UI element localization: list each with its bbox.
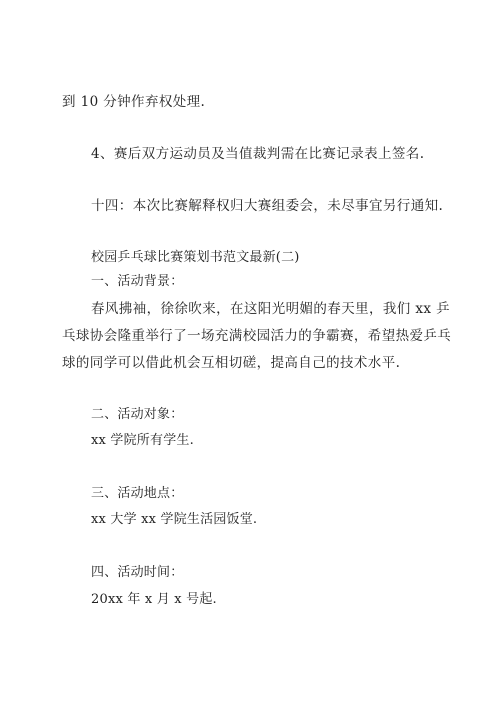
location-title: 三、活动地点： <box>91 486 184 501</box>
section-heading: 校园乒乓球比赛策划书范文最新(二) <box>91 250 300 265</box>
paragraph-forfeit-rule: 到 10 分钟作弃权处理. <box>62 94 206 110</box>
paragraph-signing-rule: 4、赛后双方运动员及当值裁判需在比赛记录表上签名. <box>91 146 425 162</box>
background-text-line-1: 春风拂袖，徐徐吹来，在这阳光明媚的春天里，我们 xx 乒 <box>91 301 451 317</box>
background-text-line-3: 球的同学可以借此机会互相切磋，提高自己的技术水平. <box>62 355 401 371</box>
target-title: 二、活动对象： <box>91 407 184 422</box>
paragraph-interpretation-rule: 十四：本次比赛解释权归大赛组委会，未尽事宜另行通知. <box>91 198 444 214</box>
time-title: 四、活动时间： <box>91 565 184 580</box>
background-text-line-2: 乓球协会隆重举行了一场充满校园活力的争霸赛，希望热爱乒乓 <box>62 328 452 344</box>
background-title: 一、活动背景： <box>91 274 184 289</box>
location-text: xx 大学 xx 学院生活园饭堂. <box>91 512 258 527</box>
target-text: xx 学院所有学生. <box>91 433 194 448</box>
time-text: 20xx 年 x 月 x 号起. <box>91 592 217 607</box>
